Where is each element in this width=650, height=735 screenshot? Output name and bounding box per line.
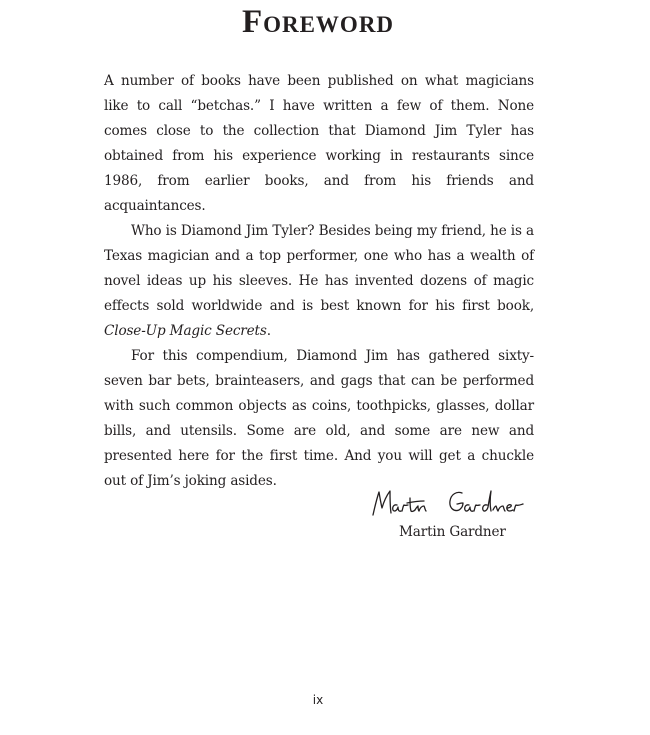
page-number: ix [312,693,324,707]
paragraph-1: A number of books have been published on what magicians like to call “betchas.” I have written a few of them. None comes close to the collection that Diamond Jim Tyler has obtained from his experience working in restaurants since 1986, from earlier books, and from his friends and acquaintances. [104,73,534,214]
foreword-body [104,69,534,494]
paragraph-2-text: Who is Diamond Jim Tyler? Besides being my friend, he is a Texas magician and a top performer, one who has a wealth of novel ideas up his sleeves. He has invented dozens of magic effects sold worldwide and is best known for his first book, [104,223,534,314]
handwritten-signature [370,486,530,522]
paragraph-3: For this compendium, Diamond Jim has gathered sixty-seven bar bets, brainteasers, and gags that can be performed with such common objects as coins, toothpicks, glasses, dollar bills, and utensils. Some are old, and some are new and presented here for the first time. And you will get a chuckle out of Jim’s joking asides. [104,348,534,489]
paragraph-2-end: . [266,323,271,339]
signer-name: Martin Gardner [399,524,506,540]
paragraph-2 [104,219,534,344]
book-title: Close-Up Magic Secrets [104,323,267,339]
page-title: Foreword [241,4,395,40]
